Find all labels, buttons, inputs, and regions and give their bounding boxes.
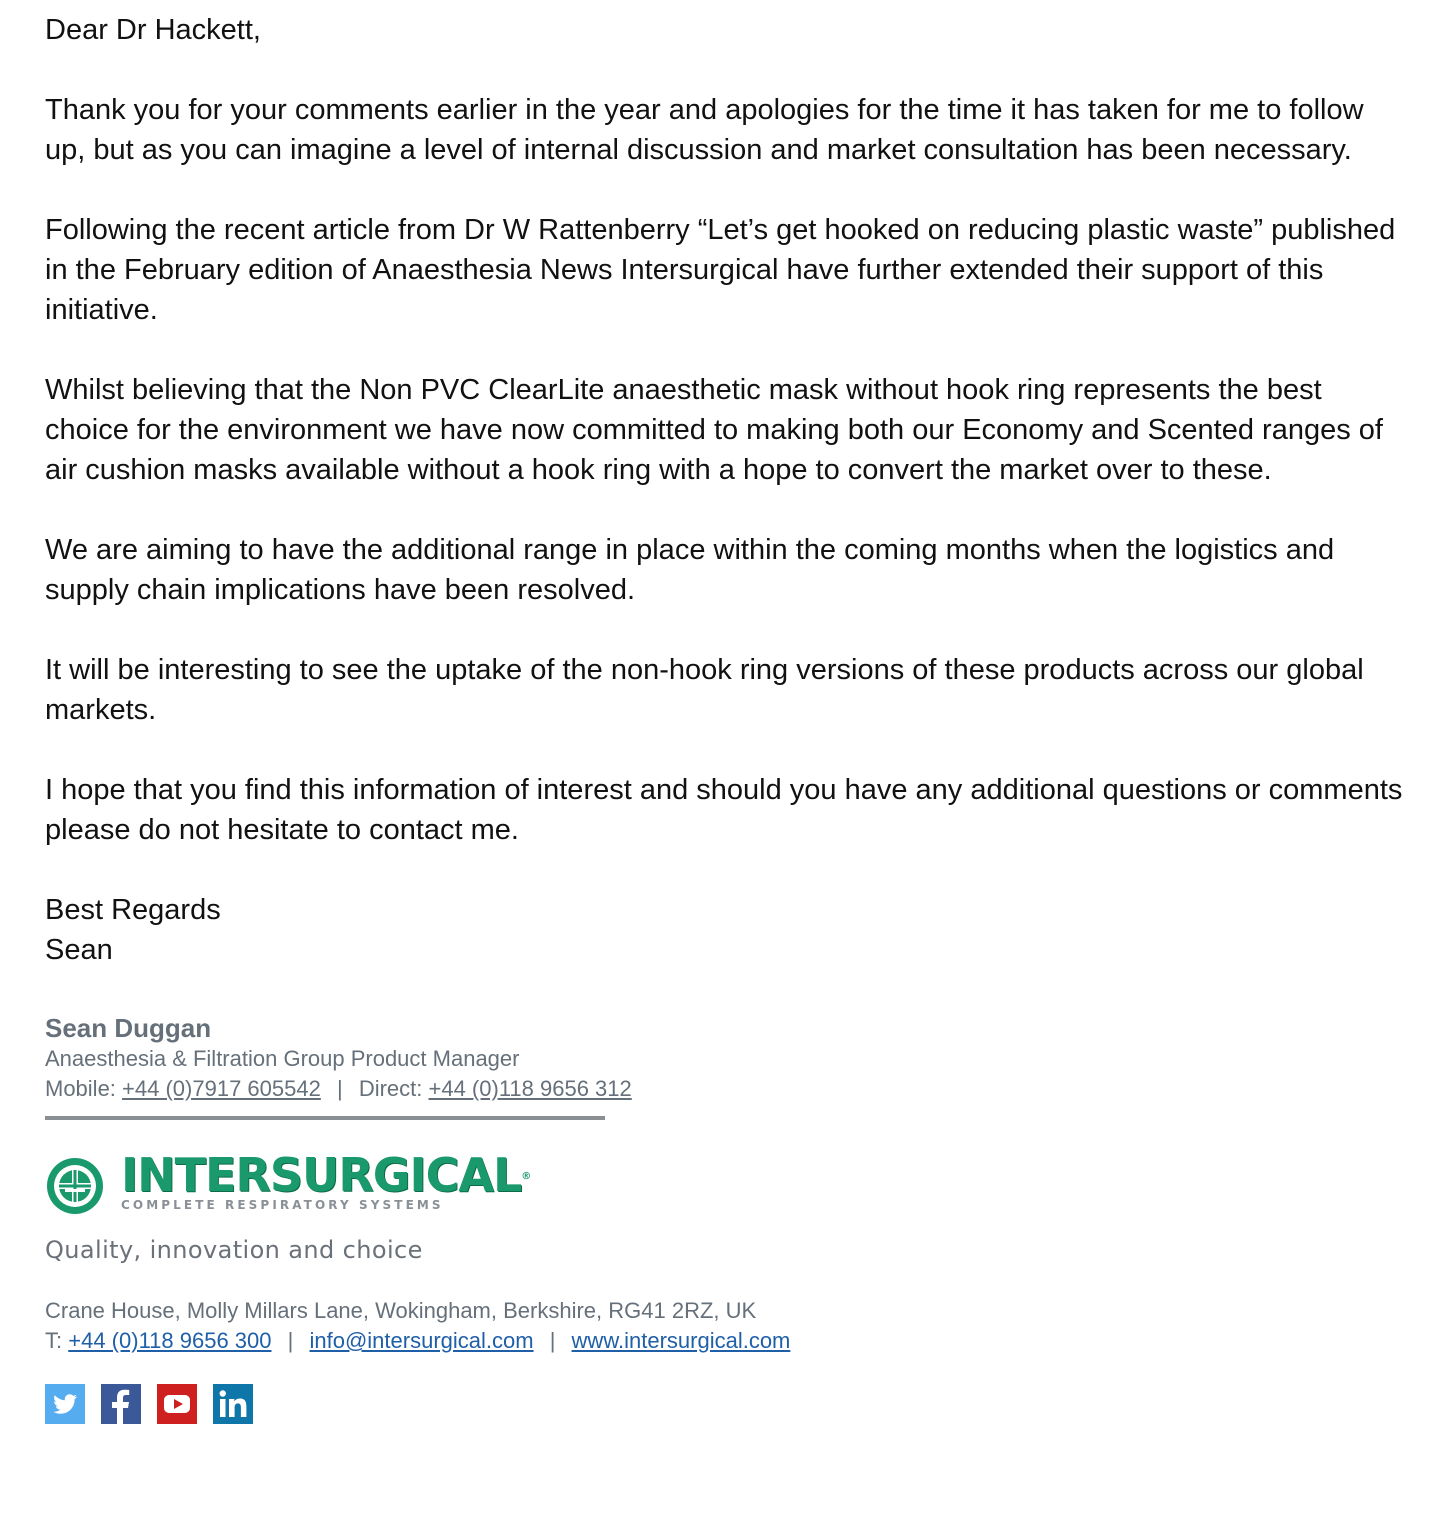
greeting: Dear Dr Hackett, [45,14,261,46]
logo-subtitle: COMPLETE RESPIRATORY SYSTEMS [121,1197,444,1212]
company-contact [45,1296,1405,1356]
direct-label: Direct: [358,1076,423,1101]
separator: | [287,1328,294,1353]
twitter-icon[interactable] [45,1384,85,1424]
mobile-phone-link[interactable]: +44 (0)7917 605542 [122,1076,321,1101]
logo-name: INTERSURGICAL [121,1147,522,1202]
logo-wordmark [121,1147,531,1212]
signature-name: Sean Duggan [45,1013,212,1043]
facebook-icon[interactable] [101,1384,141,1424]
company-address: Crane House, Molly Millars Lane, Wokingham, Berkshire, RG41 2RZ, UK [45,1298,757,1323]
email-letter [45,10,1405,1424]
paragraph-1: Thank you for your comments earlier in the year and apologies for the time it has taken for me to follow up, but as you can imagine a level of internal discussion and market consultation has been necessary. [45,94,1364,166]
intersurgical-logo [45,1147,1405,1218]
youtube-icon[interactable] [157,1384,197,1424]
registered-mark: ® [521,1170,531,1182]
phone-label: T: [45,1328,63,1353]
paragraph-5: It will be interesting to see the uptake of the non-hook ring versions of these products across our global markets. [45,654,1364,726]
paragraph-2: Following the recent article from Dr W Rattenberry “Let’s get hooked on reducing plastic waste” published in the February edition of Anaesthesia News Intersurgical have further extended their support of this initiative. [45,214,1396,326]
company-phone-link[interactable]: +44 (0)118 9656 300 [68,1328,272,1353]
paragraph-4: We are aiming to have the additional range in place within the coming months when the logistics and supply chain implications have been resolved. [45,534,1335,606]
company-tagline: Quality, innovation and choice [45,1236,423,1264]
paragraph-3: Whilst believing that the Non PVC ClearLite anaesthetic mask without hook ring represents the best choice for the environment we have now committed to making both our Economy and Scented ranges of air cushion masks available without a hook ring with a hope to convert the market over to these. [45,374,1383,486]
signature-title: Anaesthesia & Filtration Group Product Manager [45,1046,520,1071]
website-link[interactable]: www.intersurgical.com [571,1328,791,1353]
separator: | [336,1076,343,1101]
paragraph-6: I hope that you find this information of interest and should you have any additional questions or comments please do not hesitate to contact me. [45,774,1403,846]
email-link[interactable]: info@intersurgical.com [309,1328,534,1353]
signature-phones [45,1074,1405,1104]
separator: | [549,1328,556,1353]
email-signature [45,1012,1405,1424]
sender-first-name: Sean [45,934,113,966]
social-links [45,1384,1405,1424]
intersurgical-logo-icon [45,1156,105,1216]
linkedin-icon[interactable] [213,1384,253,1424]
direct-phone-link[interactable]: +44 (0)118 9656 312 [428,1076,632,1101]
company-links [45,1326,1405,1356]
signature-divider [45,1116,605,1120]
mobile-label: Mobile: [45,1076,116,1101]
closing: Best Regards [45,894,221,926]
